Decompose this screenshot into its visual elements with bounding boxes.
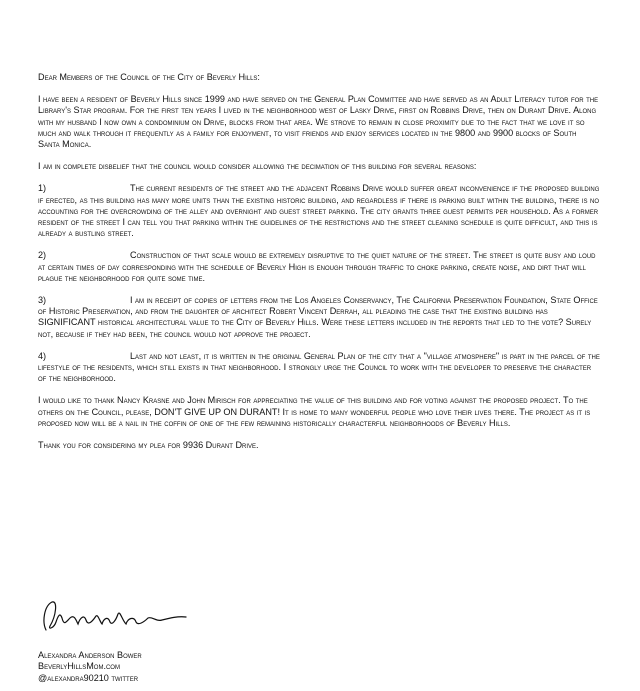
- reason-number: 2): [38, 250, 47, 261]
- reason-text: Last and not least, it is written in the original General Plan of the city that a "village atmosphere" is part in the parcel of the lifestyle of the residents, which still exists in that neighborhood. I strongly urge the Council to work with the developer to preserve the character of the neighborhood.: [38, 350, 600, 384]
- reasons-intro-paragraph: I am in complete disbelief that the council would consider allowing the decimation of this building for several reasons:: [38, 161, 477, 172]
- handwritten-signature: [38, 592, 238, 642]
- reason-number: 1): [38, 183, 47, 194]
- closing-line: Thank you for considering my plea for 9936 Durant Drive.: [38, 440, 259, 451]
- reason-text: The current residents of the street and the adjacent Robbins Drive would suffer great inconvenience if the proposed building if erected, as this building has many more units than the existing historic building, and regardless if there is parking built within the building, there is no accounting for the overcrowding of the alley and overnight and guest street parking. The city grants three guest permits per household. As a former resident of the street I can tell you that parking within the guidelines of the restrictions and the street cleaning schedule is quite difficult, and this is already a bustling street.: [38, 183, 600, 239]
- reason-number: 3): [38, 295, 47, 306]
- reason-number: 4): [38, 350, 47, 361]
- reason-paragraph: [38, 295, 600, 340]
- thanks-paragraph: I would like to thank Nancy Krasne and John Mirisch for appreciating the value of this building and for voting against the proposed project. To the others on the Council, please, DON'T GIVE UP ON DURANT! It is home to many wonderful people who love their lives there. The project as it is proposed now will be a nail in the coffin of one of the few remaining historically characterful neighborhoods of Beverly Hills.: [38, 395, 591, 428]
- salutation: Dear Members of the Council of the City of Beverly Hills:: [38, 72, 260, 82]
- letter-body: [38, 72, 600, 462]
- reason-paragraph: [38, 351, 600, 385]
- intro-paragraph: I have been a resident of Beverly Hills since 1999 and have served on the General Plan Committee and have served as an Adult Literacy tutor for the Library's Star program. For the first ten years I lived in the neighborhood west of Lasky Drive, first on Robbins Drive, then on Durant Drive. Along with my husband I now own a condominium on Drive, blocks from that area. We strove to remain in close proximity due to the fact that we love it so much and walk through it frequently as a family for enjoyment, to visit friends and enjoy services located in the 9800 and 9900 blocks of South Santa Monica.: [38, 94, 599, 150]
- reason-paragraph: [38, 250, 600, 284]
- reason-text: I am in receipt of copies of letters from the Los Angeles Conservancy, The California Preservation Foundation, State Office of Historic Preservation, and from the daughter of architect Robert Vincent Derrah, all pleading the case that the existing building has SIGNIFICANT historical architectural value to the City of Beverly Hills. Were these letters included in the reports that led to the vote? Surely not, because if they had been, the council would not approve the project.: [38, 295, 598, 339]
- author-twitter: @alexandra90210 twitter: [38, 672, 139, 683]
- author-name: Alexandra Anderson Bower: [38, 650, 142, 660]
- signature-block: [38, 650, 142, 684]
- reason-text: Construction of that scale would be extremely disruptive to the quiet nature of the street. The street is quite busy and loud at certain times of day corresponding with the schedule of Beverly High is enough through traffic to choke parking, create noise, and dirt that will plague the neighborhood for quite some time.: [38, 250, 596, 283]
- author-website: BeverlyHillsMom.com: [38, 661, 120, 672]
- reason-paragraph: [38, 183, 600, 239]
